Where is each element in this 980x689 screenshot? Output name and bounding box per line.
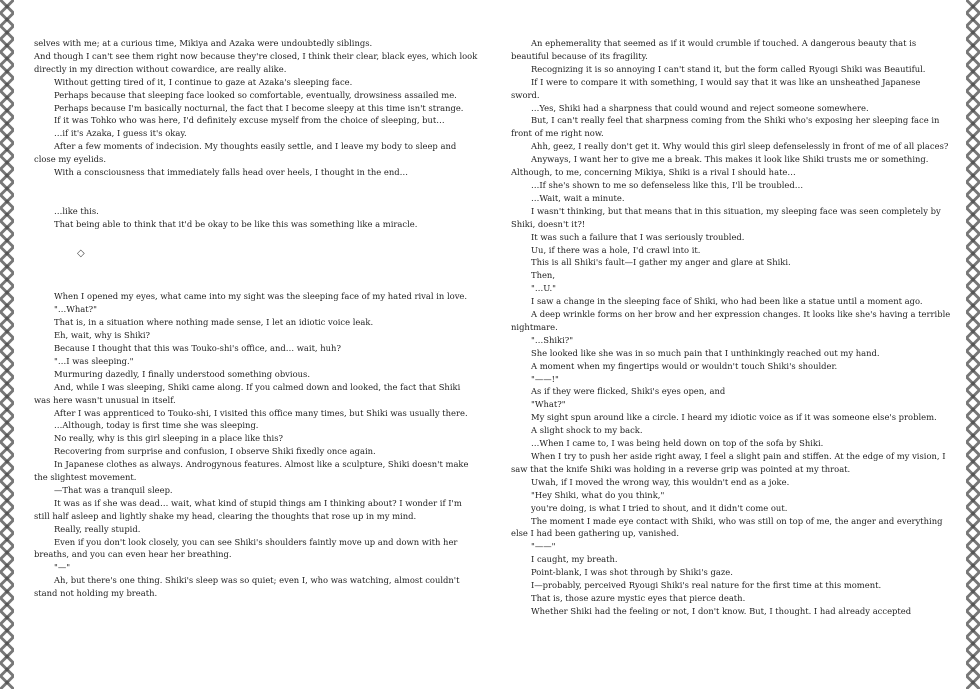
blank-space — [34, 179, 479, 205]
paragraph: A slight shock to my back. — [531, 425, 643, 436]
paragraph: "…Shiki?" — [531, 334, 574, 345]
paragraph: Ah, but there's one thing. Shiki's sleep was so quiet; even I, who was watching, almost couldn't stand not holding my breath. — [34, 575, 460, 599]
paragraph: The moment I made eye contact with Shiki, who was still on top of me, the anger and everything else I had been gathering up, vanished. — [511, 515, 943, 539]
paragraph: A moment when my fingertips would or wouldn't touch Shiki's shoulder. — [531, 360, 838, 371]
paragraph: My sight spun around like a circle. I heard my idiotic voice as if it was someone else's problem. — [531, 412, 937, 423]
paragraph: Eh, wait, why is Shiki? — [54, 330, 151, 341]
paragraph: When I try to push her aside right away, I feel a slight pain and stiffen. At the edge of my vision, I saw that the knife Shiki was holding in a reverse grip was pointed at my throat. — [511, 451, 946, 474]
paragraph: —That was a tranquil sleep. — [54, 484, 173, 495]
text-line: And though I can't see them right now because they're closed, I think their clear, black eyes, which look directly in my direction without cowardice, are really alike. — [34, 50, 478, 74]
paragraph: She looked like she was in so much pain that I unthinkingly reached out my hand. — [531, 347, 880, 358]
paragraph: Then, — [531, 270, 555, 281]
paragraph: When I opened my eyes, what came into my sight was the sleeping face of my hated rival in love. — [54, 291, 468, 302]
paragraph: With a consciousness that immediately falls head over heels, I thought in the end… — [54, 167, 409, 178]
paragraph: Ahh, geez, I really don't get it. Why would this girl sleep defenselessly in front of me of all places? — [531, 141, 949, 152]
text-line: selves with me; at a curious time, Mikiya and Azaka were undoubtedly siblings. — [34, 38, 373, 48]
paragraph: …When I came to, I was being held down on top of the sofa by Shiki. — [531, 438, 824, 449]
paragraph: …Wait, wait a minute. — [531, 192, 625, 203]
paragraph: Uu, if there was a hole, I'd crawl into it. — [531, 244, 701, 255]
paragraph: "…What?" — [54, 304, 97, 315]
section-divider: ◇ — [77, 248, 85, 260]
paragraph: In Japanese clothes as always. Androgynous features. Almost like a sculpture, Shiki doesn't make the slightest movement. — [34, 459, 469, 483]
paragraph: That being able to think that it'd be okay to be like this was something like a miracle. — [54, 218, 418, 229]
paragraph: It was as if she was dead… wait, what kind of stupid things am I thinking about? I wonder if I'm still half asleep and lightly shake my head, clearing the thoughts that rose up in my mind. — [34, 497, 462, 521]
paragraph: Murmuring dazedly, I finally understood something obvious. — [54, 368, 310, 379]
paragraph: No really, why is this girl sleeping in a place like this? — [54, 433, 284, 444]
decorative-border-right — [966, 0, 980, 689]
paragraph: Uwah, if I moved the wrong way, this wouldn't end as a joke. — [531, 476, 790, 487]
right-text-column — [511, 37, 951, 618]
paragraph: This is all Shiki's fault—I gather my anger and glare at Shiki. — [531, 257, 791, 268]
paragraph: Really, really stupid. — [54, 523, 141, 534]
paragraph: …like this. — [54, 205, 99, 216]
paragraph: "—" — [54, 562, 71, 573]
paragraph: Recovering from surprise and confusion, I observe Shiki fixedly once again. — [54, 446, 376, 457]
paragraph: An ephemerality that seemed as if it would crumble if touched. A dangerous beauty that is beautiful because of its fragility. — [511, 38, 917, 61]
paragraph: A deep wrinkle forms on her brow and her expression changes. It looks like she's having a terrible nightmare. — [511, 309, 951, 332]
paragraph: "——!" — [531, 373, 559, 384]
paragraph: Anyways, I want her to give me a break. This makes it look like Shiki trusts me or something. Although, to me, concerning Mikiya, Shiki is a rival I should hate… — [511, 154, 929, 178]
decorative-border-left — [0, 0, 14, 689]
paragraph: Even if you don't look closely, you can see Shiki's shoulders faintly move up and down with her breaths, and you can even hear her breathing. — [34, 536, 458, 560]
paragraph: After I was apprenticed to Touko-shi, I visited this office many times, but Shiki was usually there. — [54, 407, 468, 418]
paragraph: …Although, today is first time she was sleeping. — [54, 420, 259, 431]
paragraph: you're doing, is what I tried to shout, and it didn't come out. — [531, 502, 788, 513]
paragraph: …If she's shown to me so defenseless like this, I'll be troubled… — [531, 179, 804, 190]
blank-space — [34, 277, 479, 290]
paragraph: Whether Shiki had the feeling or not, I don't know. But, I thought. I had already accepted — [531, 605, 912, 616]
paragraph: I saw a change in the sleeping face of Shiki, who had been like a statue until a moment ago. — [531, 296, 923, 307]
paragraph: That is, in a situation where nothing made sense, I let an idiotic voice leak. — [54, 317, 374, 328]
paragraph: Recognizing it is so annoying I can't stand it, but the form called Ryougi Shiki was Beautiful. — [531, 63, 926, 74]
paragraph: Perhaps because that sleeping face looked so comfortable, eventually, drowsiness assailed me. — [54, 89, 457, 100]
paragraph: Perhaps because I'm basically nocturnal, the fact that I become sleepy at this time isn't strange. — [54, 102, 464, 113]
paragraph: Point-blank, I was shot through by Shiki's gaze. — [531, 567, 733, 578]
paragraph: "…U." — [531, 283, 557, 294]
paragraph: I wasn't thinking, but that means that in this situation, my sleeping face was seen completely by Shiki, doesn't it?! — [511, 205, 941, 229]
paragraph: Because I thought that this was Touko-shi's office, and… wait, huh? — [54, 342, 341, 353]
paragraph: I—probably, perceived Ryougi Shiki's real nature for the first time at this moment. — [531, 580, 882, 591]
paragraph: Without getting tired of it, I continue to gaze at Azaka's sleeping face. — [54, 76, 353, 87]
paragraph: …if it's Azaka, I guess it's okay. — [54, 128, 187, 139]
paragraph: That is, those azure mystic eyes that pierce death. — [531, 592, 746, 603]
blank-space — [34, 231, 479, 244]
paragraph: "——" — [531, 541, 556, 552]
paragraph: After a few moments of indecision. My thoughts easily settle, and I leave my body to sleep and close my eyelids. — [34, 141, 457, 165]
paragraph: And, while I was sleeping, Shiki came along. If you calmed down and looked, the fact that Shiki was here wasn't unusual in itself. — [34, 381, 461, 405]
left-text-column — [34, 37, 479, 600]
paragraph: "Hey Shiki, what do you think," — [531, 489, 665, 500]
paragraph: As if they were flicked, Shiki's eyes open, and — [531, 386, 726, 397]
paragraph: …Yes, Shiki had a sharpness that could wound and reject someone somewhere. — [531, 102, 869, 113]
paragraph: "…I was sleeping." — [54, 355, 134, 366]
paragraph: But, I can't really feel that sharpness coming from the Shiki who's exposing her sleeping face in front of me right now. — [511, 115, 940, 139]
paragraph: I caught, my breath. — [531, 554, 618, 565]
paragraph: "What?" — [531, 399, 566, 410]
paragraph: If it was Tohko who was here, I'd definitely excuse myself from the choice of sleeping, but… — [54, 115, 445, 126]
paragraph: If I were to compare it with something, I would say that it was like an unsheathed Japanese sword. — [511, 76, 921, 100]
paragraph: It was such a failure that I was seriously troubled. — [531, 231, 745, 242]
